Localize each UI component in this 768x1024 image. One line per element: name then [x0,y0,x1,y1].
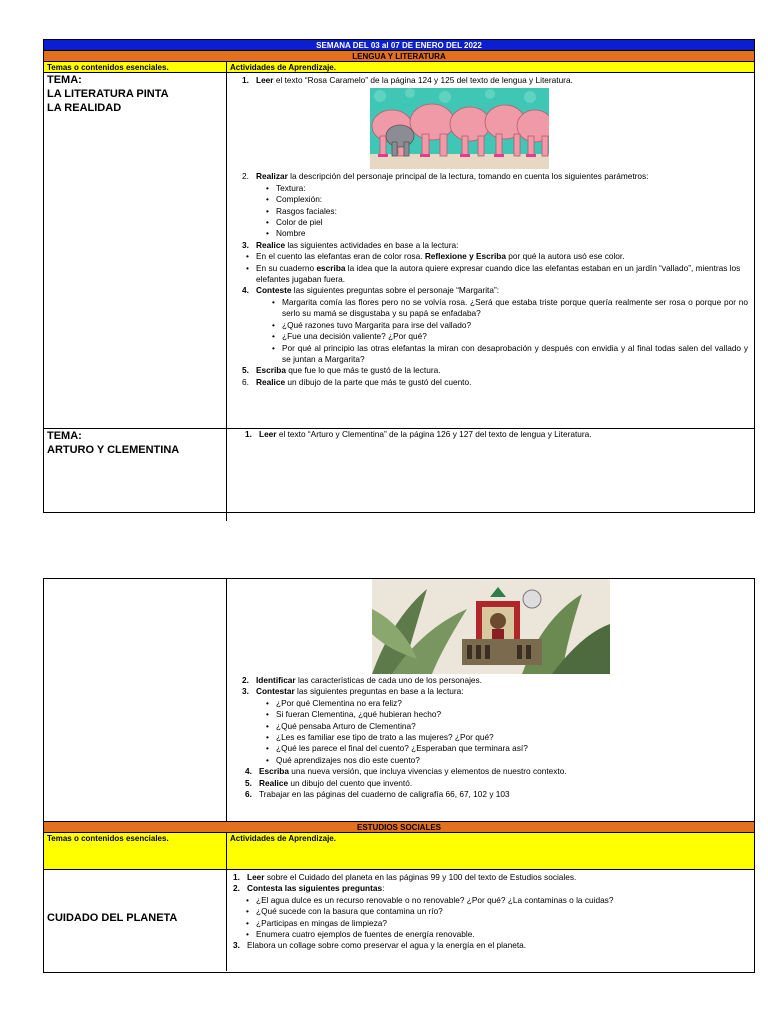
question-item: • ¿Por qué Clementina no era feliz? [230,698,754,709]
row-cuidado-planeta [44,870,754,971]
activity-item: 2. Identificar las características de cada uno de los personajes. [242,675,482,685]
activity-item: 1. Leer el texto “Rosa Caramelo” de la página 124 y 125 del texto de lengua y Literatura. [242,75,573,85]
topic-label: TEMA: [47,430,82,442]
question-item: • ¿Fue una decisión valiente? ¿Por qué? [230,331,754,342]
topic-name-line: ARTURO Y CLEMENTINA [47,444,180,456]
topic-name-line: LA REALIDAD [47,102,122,114]
elephants-illustration [370,88,549,169]
activity-item: 5. Realice un dibujo del cuento que inventó. [245,777,413,788]
topic-label: TEMA: [47,74,82,86]
parameter-item: • Rasgos faciales: [230,206,754,217]
activities-cell [227,579,754,821]
topic-cell-empty [44,579,227,821]
question-item: • Enumera cuatro ejemplos de fuentes de energía renovable. [230,929,754,940]
topic-cell [44,429,227,521]
schedule-table-page1 [43,39,755,513]
activity-item: 3. Contestar las siguientes preguntas en base a la lectura: [242,686,464,697]
column-header-row [44,833,754,870]
column-header-row [44,62,754,73]
activity-item: 4. Escriba una nueva versión, que incluya vivencias y elementos de nuestro contexto. [245,766,567,777]
activities-cell [227,870,754,971]
col-activities-header: Actividades de Aprendizaje. [230,834,336,843]
parameter-item: • Color de piel [230,217,754,228]
question-item: • Qué aprendizajes nos dio este cuento? [230,755,754,766]
topic-cell [44,870,227,971]
activity-item: 2. Contesta las siguientes preguntas: [233,883,385,894]
row-arturo-continued [44,579,754,822]
activity-item: 5. Escriba que fue lo que más te gustó de la lectura. [242,365,441,376]
activity-item: 4. Conteste las siguientes preguntas sobre el personaje “Margarita”: [242,285,500,296]
question-item: • ¿Qué razones tuvo Margarita para irse del vallado? [230,320,754,331]
topic-name-line: LA LITERATURA PINTA [47,88,169,100]
question-item: • ¿Qué sucede con la basura que contamina un río? [230,906,754,917]
activities-cell [227,429,754,521]
arturo-clementina-illustration [372,579,610,674]
parameter-item: • Textura: [230,183,754,194]
row-rosa-caramelo [44,73,754,429]
question-item: • ¿Les es familiar ese tipo de trato a las mujeres? ¿Por qué? [230,732,754,743]
section-title-sociales: ESTUDIOS SOCIALES [44,822,754,833]
parameter-item: • Complexión: [230,194,754,205]
activity-item: 2. Realizar la descripción del personaje principal de la lectura, tomando en cuenta los siguientes parámetros: [242,171,649,182]
section-title-lengua: LENGUA Y LITERATURA [44,51,754,62]
activity-item: 3. Elabora un collage sobre como preservar el agua y la energía en el planeta. [233,940,527,951]
question-item: • ¿Qué pensaba Arturo de Clementina? [230,721,754,732]
question-item: • ¿Qué les parece el final del cuento? ¿Esperaban que terminara así? [230,743,754,754]
row-arturo-clementina [44,429,754,521]
activities-cell [227,73,754,428]
activity-subitem: • En el cuento las elefantas eran de color rosa. Reflexione y Escriba por qué la autora usó ese color. [230,251,754,262]
question-item: • ¿Participas en mingas de limpieza? [230,918,754,929]
col-topics-header: Temas o contenidos esenciales. [44,833,227,869]
week-title: SEMANA DEL 03 al 07 DE ENERO DEL 2022 [44,40,754,51]
question-item: • Si fueran Clementina, ¿qué hubieran hecho? [230,709,754,720]
question-item: • Margarita comía las flores pero no se volvía rosa. ¿Será que estaba triste porque quería realmente ser rosa o porque por no serlo su mamá se disgustaba y su papá se enfadaba? [230,297,754,320]
col-activities-header: Actividades de Aprendizaje. [230,63,336,72]
schedule-table-page2 [43,578,755,973]
activity-item: 6. Trabajar en las páginas del cuaderno de caligrafía 66, 67, 102 y 103 [245,789,510,800]
activity-item: 3. Realice las siguientes actividades en base a la lectura: [242,239,459,250]
activity-subitem: • En su cuaderno escriba la idea que la autora quiere expresar cuando dice las elefantas estaban en un jardín “vallado”, mientras los elefantes jugaban fuera. [230,263,754,286]
parameter-item: • Nombre [230,228,754,239]
activity-item: 6. Realice un dibujo de la parte que más te gustó del cuento. [242,376,472,387]
activity-item: 1. Leer sobre el Cuidado del planeta en las páginas 99 y 100 del texto de Estudios sociales. [233,872,577,882]
activity-item: 1. Leer el texto “Arturo y Clementina” de la página 126 y 127 del texto de lengua y Literatura. [245,429,592,439]
col-topics-header: Temas o contenidos esenciales. [44,62,227,72]
topic-cell [44,73,227,428]
question-item: • Por qué al principio las otras elefantas la miran con desaprobación y después con envidia y al final todas salen del vallado y se juntan a Margarita? [230,343,754,366]
topic-name: CUIDADO DEL PLANETA [47,911,178,924]
question-item: • ¿El agua dulce es un recurso renovable o no renovable? ¿Por qué? ¿La contaminas o la cuidas? [230,895,754,906]
